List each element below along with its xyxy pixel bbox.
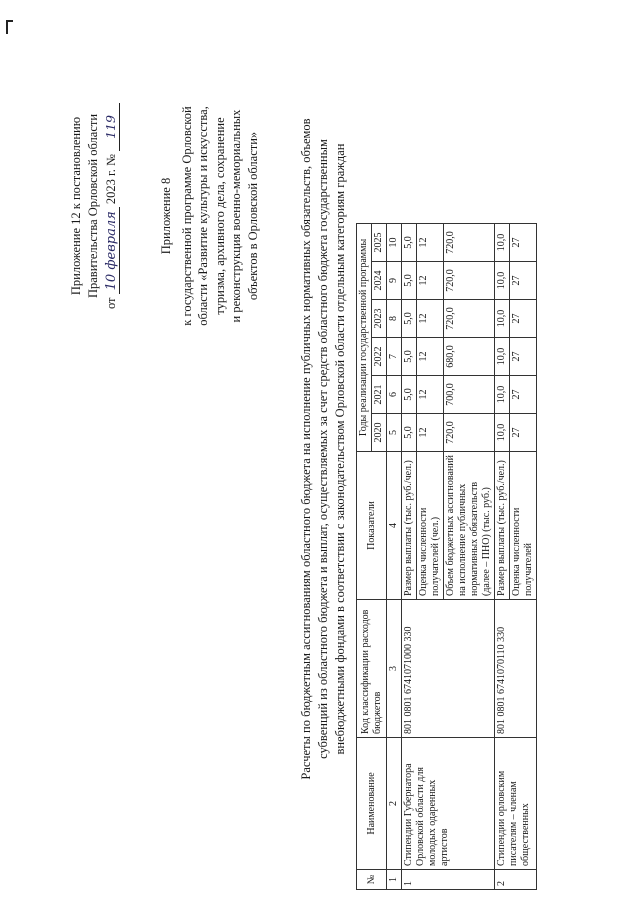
header-years-group: Годы реализации государственной программы [357, 224, 372, 452]
document-heading [298, 14, 349, 884]
indicator-value: 12 [417, 376, 444, 414]
appendix-line: области «Развитие культуры и искусства, [196, 106, 210, 326]
indicator-value: 27 [510, 224, 537, 262]
date-year: 2023 г. № [104, 154, 118, 205]
header-year: 2025 [372, 224, 387, 262]
header-year: 2023 [372, 300, 387, 338]
indicator-value: 27 [510, 376, 537, 414]
column-number: 9 [387, 262, 402, 300]
indicator-value: 27 [510, 300, 537, 338]
row-name: Стипендии орловским писателям – членам общественных [495, 738, 537, 870]
appendix-line: туризма, архивного дела, сохранение [212, 117, 227, 315]
indicator-value: 5,0 [402, 224, 417, 262]
indicator-value: 5,0 [402, 338, 417, 376]
header-no: № [357, 870, 387, 890]
indicator-value: 720,0 [444, 300, 495, 338]
resolution-line: Приложение 12 к постановлению [69, 116, 83, 296]
indicator-value: 12 [417, 224, 444, 262]
corner-mark [6, 20, 8, 34]
resolution-date-row [102, 56, 120, 356]
indicator-value: 720,0 [444, 414, 495, 452]
indicator-value: 680,0 [444, 338, 495, 376]
column-number: 10 [387, 224, 402, 262]
indicator-value: 5,0 [402, 414, 417, 452]
indicator-value: 10,0 [495, 224, 510, 262]
row-code: 801 0801 6741071000 330 [402, 600, 495, 738]
table-row [402, 224, 417, 890]
header-year: 2021 [372, 376, 387, 414]
indicator-value: 5,0 [402, 300, 417, 338]
header-year: 2020 [372, 414, 387, 452]
indicator-value: 12 [417, 338, 444, 376]
indicator-value: 12 [417, 262, 444, 300]
indicator-value: 10,0 [495, 300, 510, 338]
indicator-value: 10,0 [495, 338, 510, 376]
column-number: 5 [387, 414, 402, 452]
indicator-value: 10,0 [495, 262, 510, 300]
appendix-line: объектов в Орловской области» [245, 131, 260, 301]
indicator-label: Размер выплаты (тыс. руб./чел.) [495, 452, 510, 600]
indicator-value: 27 [510, 414, 537, 452]
row-code: 801 0801 6741070110 330 [495, 600, 537, 738]
handwritten-date: 10 февраля [104, 207, 120, 294]
corner-mark [6, 20, 13, 22]
header-row [357, 224, 372, 890]
indicator-value: 5,0 [402, 262, 417, 300]
handwritten-number: 119 [102, 103, 120, 151]
heading-line: субвенций из областного бюджета и выплат, осуществляемых за счет средств областного бюджета государственным [316, 139, 330, 759]
column-numbering-row [387, 224, 402, 890]
indicator-label: Оценка численности получателей (чел.) [417, 452, 444, 600]
indicator-value: 5,0 [402, 376, 417, 414]
appendix-title: Приложение 8 [159, 177, 173, 255]
date-prefix: от [104, 297, 118, 310]
resolution-reference [68, 56, 120, 356]
column-number: 3 [387, 600, 402, 738]
column-number: 7 [387, 338, 402, 376]
column-number: 4 [387, 452, 402, 600]
appendix-reference [158, 46, 261, 386]
column-number: 2 [387, 738, 402, 870]
indicator-label: Объем бюджетных ассигнований на исполнение публичных нормативных обязательств (далее – ПНО) (тыс. руб.) [444, 452, 495, 600]
header-name: Наименование [357, 738, 387, 870]
calculation-table [356, 223, 537, 890]
table-row [495, 224, 510, 890]
column-number: 6 [387, 376, 402, 414]
resolution-line: Правительства Орловской области [86, 113, 100, 299]
row-number: 2 [495, 870, 537, 890]
indicator-value: 27 [510, 338, 537, 376]
row-name: Стипендии Губернатора Орловской области для молодых одаренных артистов [402, 738, 495, 870]
indicator-value: 720,0 [444, 262, 495, 300]
indicator-value: 700,0 [444, 376, 495, 414]
appendix-line: к государственной программе Орловской [179, 106, 194, 326]
column-number: 8 [387, 300, 402, 338]
column-number: 1 [387, 870, 402, 890]
heading-line: внебюджетными фондами в соответствии с законодательством Орловской области отдельным категориям граждан [333, 143, 347, 755]
indicator-value: 720,0 [444, 224, 495, 262]
indicator-value: 12 [417, 300, 444, 338]
indicator-value: 10,0 [495, 414, 510, 452]
header-year: 2022 [372, 338, 387, 376]
indicator-value: 10,0 [495, 376, 510, 414]
indicator-value: 12 [417, 414, 444, 452]
heading-line: Расчеты по бюджетным ассигнованиям областного бюджета на исполнение публичных нормативных обязательств, объемов [299, 118, 313, 780]
indicator-value: 27 [510, 262, 537, 300]
header-year: 2024 [372, 262, 387, 300]
indicator-label: Размер выплаты (тыс. руб./чел.) [402, 452, 417, 600]
indicator-label: Оценка численности получателей [510, 452, 537, 600]
appendix-line: и реконструкция военно-мемориальных [229, 109, 243, 323]
row-number: 1 [402, 870, 495, 890]
header-code: Код классификации расходов бюджетов [357, 600, 387, 738]
header-indicators: Показатели [357, 452, 387, 600]
